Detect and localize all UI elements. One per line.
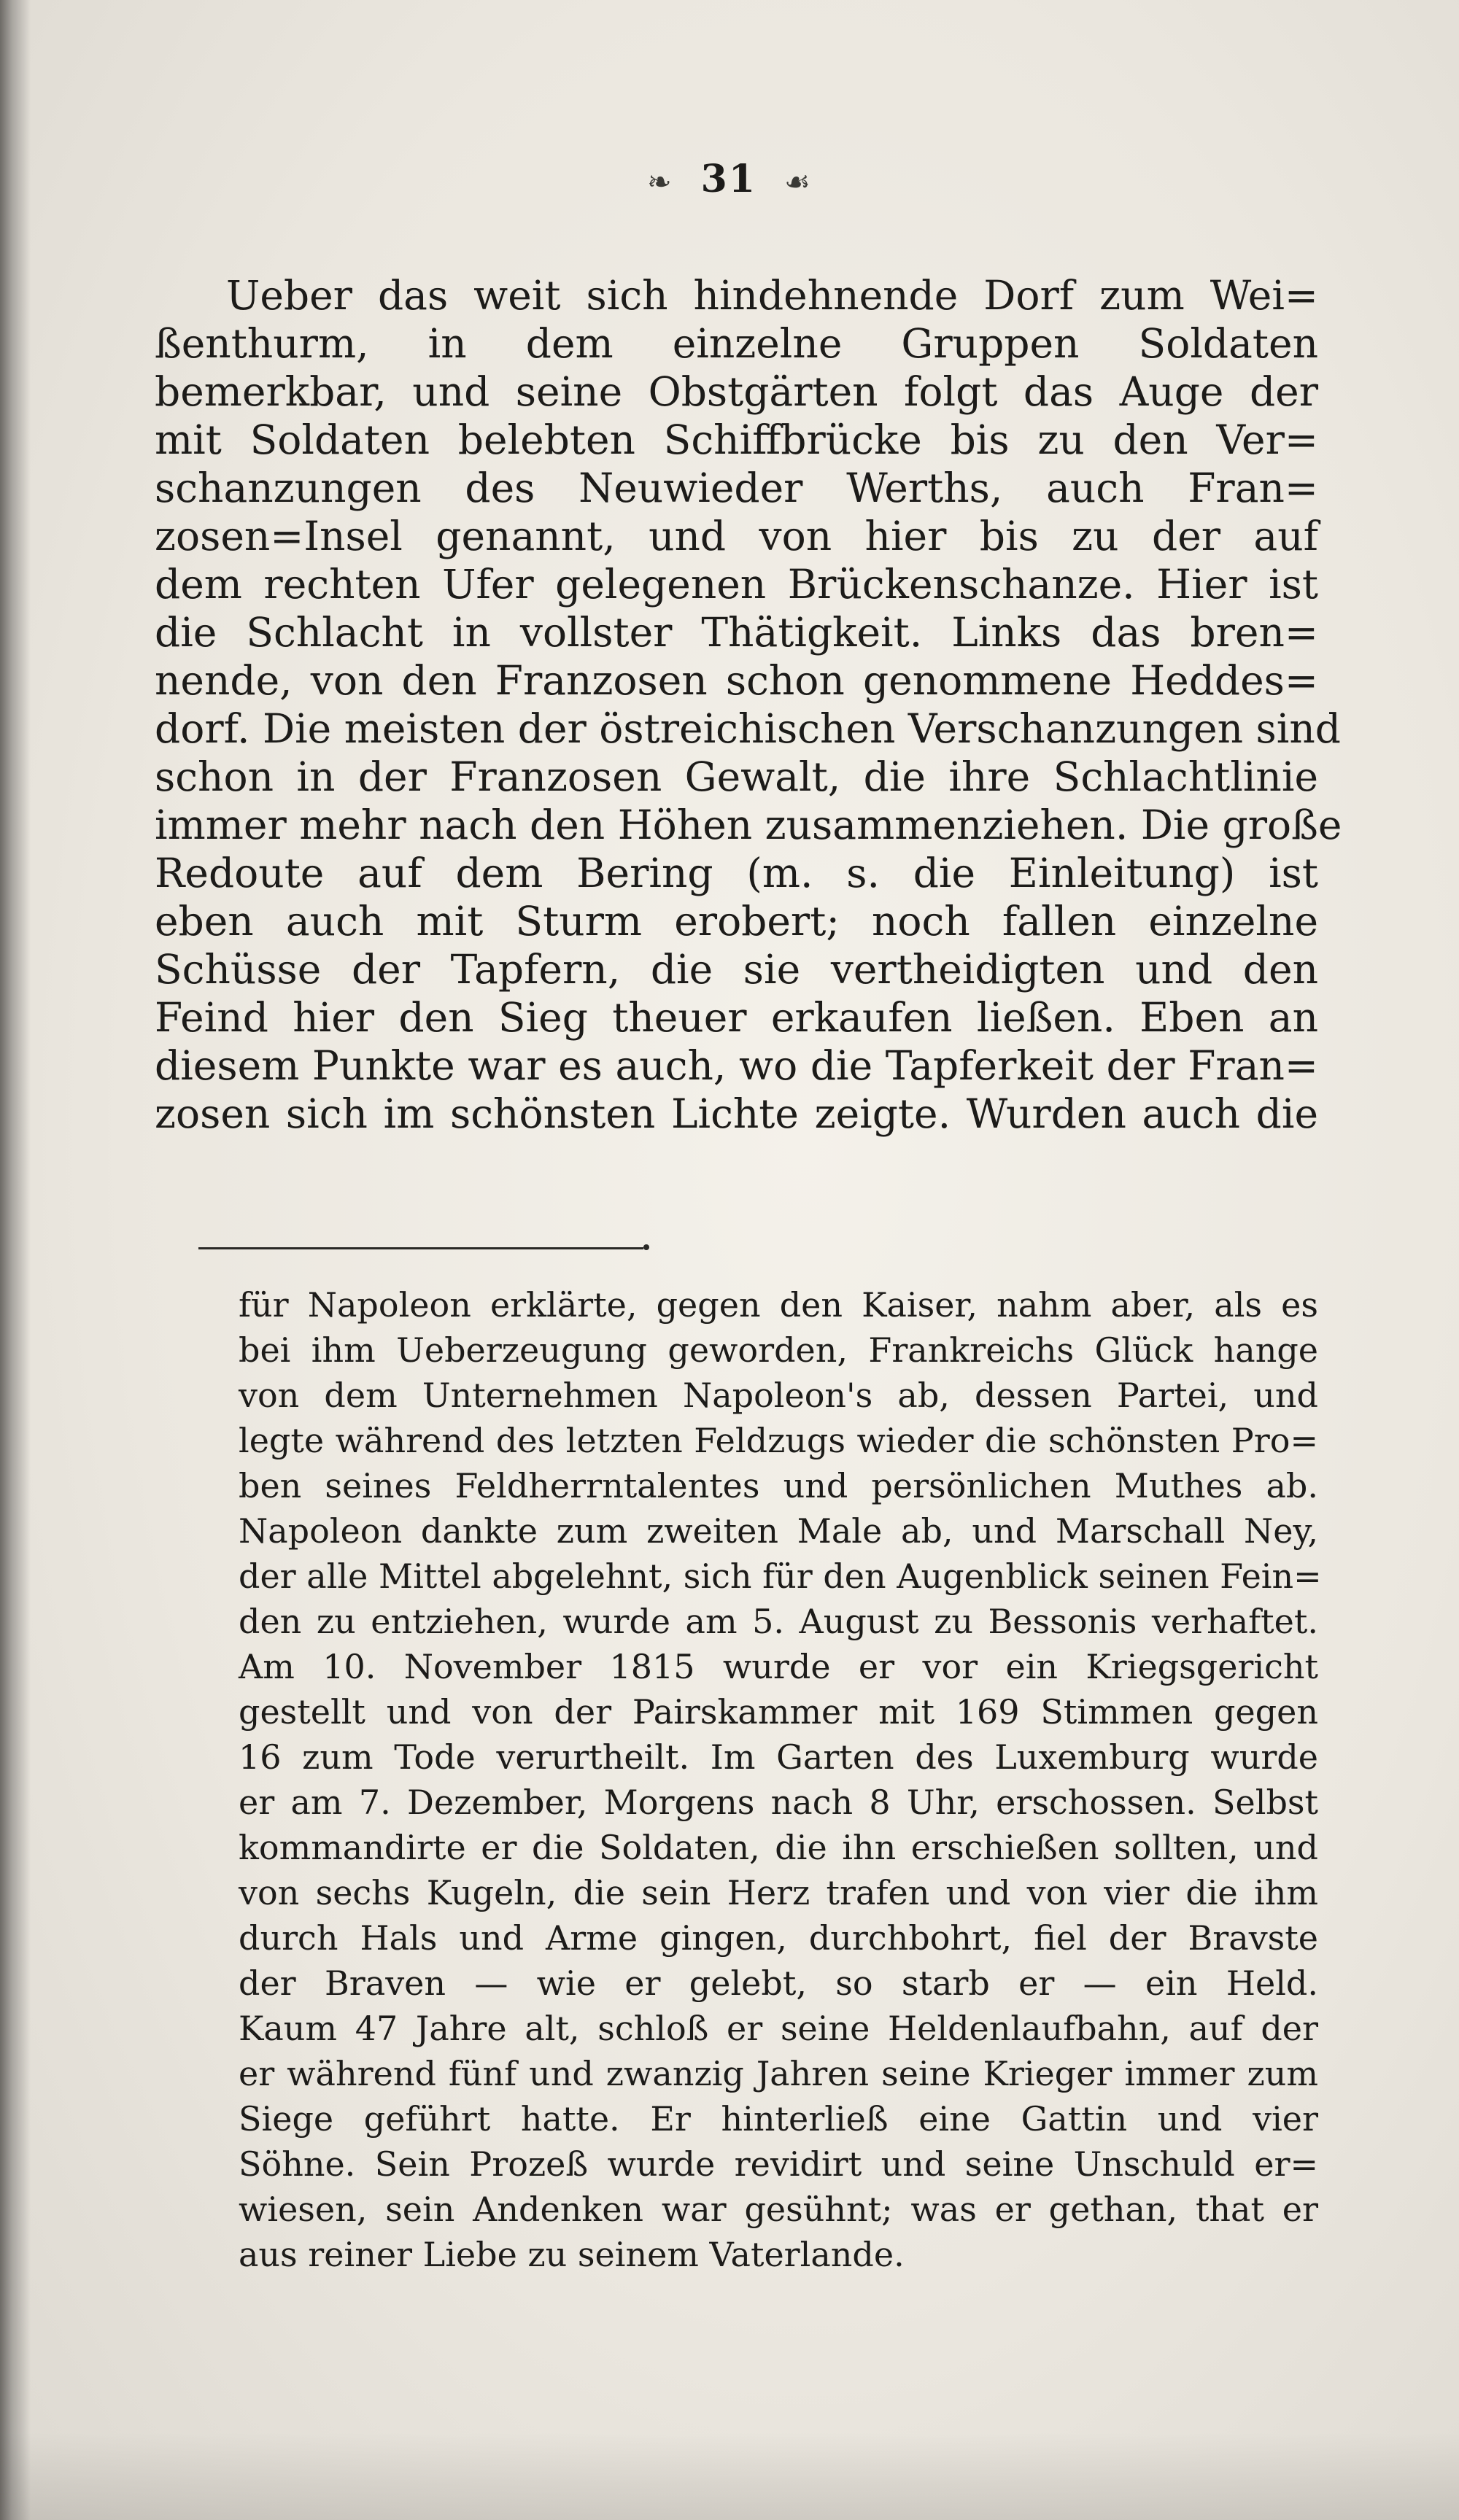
footnote-line: der Braven — wie er gelebt, so starb er — ein Held. xyxy=(239,1963,1318,2003)
footnote-line: aus reiner Liebe zu seinem Vaterlande. xyxy=(239,2235,905,2274)
text-line: schanzungen des Neuwieder Werths, auch Fran= xyxy=(155,465,1318,511)
footnote-line: legte während des letzten Feldzugs wieder die schönsten Pro= xyxy=(239,1421,1318,1460)
footnote-text xyxy=(239,1282,1322,2277)
footnote-separator-dot xyxy=(643,1244,649,1250)
footnote-line: von dem Unternehmen Napoleon's ab, dessen Partei, und xyxy=(239,1376,1318,1415)
page-bottom-shade xyxy=(0,2432,1459,2520)
footnote-line: Söhne. Sein Prozeß wurde revidirt und seine Unschuld er= xyxy=(239,2144,1318,2184)
text-line: zosen sich im schönsten Lichte zeigte. Wurden auch die xyxy=(155,1090,1318,1137)
text-line: Ueber das weit sich hindehnende Dorf zum Wei= xyxy=(226,272,1318,319)
text-line: dem rechten Ufer gelegenen Brückenschanze. Hier ist xyxy=(155,561,1318,608)
footnote-line: 16 zum Tode verurtheilt. Im Garten des Luxemburg wurde xyxy=(239,1737,1318,1777)
footnote-line: Siege geführt hatte. Er hinterließ eine Gattin und vier xyxy=(239,2099,1318,2139)
footnote-line: der alle Mittel abgelehnt, sich für den Augenblick seinen Fein= xyxy=(239,1556,1322,1596)
footnote-line: den zu entziehen, wurde am 5. August zu Bessonis verhaftet. xyxy=(239,1602,1318,1641)
footnote-line: Kaum 47 Jahre alt, schloß er seine Heldenlaufbahn, auf der xyxy=(239,2009,1318,2048)
ornament-left-icon: ❧ xyxy=(647,165,673,199)
footnote-line: Am 10. November 1815 wurde er vor ein Kriegsgericht xyxy=(239,1647,1318,1686)
text-line: diesem Punkte war es auch, wo die Tapferkeit der Fran= xyxy=(155,1042,1318,1089)
text-line: die Schlacht in vollster Thätigkeit. Links das bren= xyxy=(155,609,1318,656)
footnote-line: bei ihm Ueberzeugung geworden, Frankreichs Glück hange xyxy=(239,1330,1318,1370)
footnote-line: von sechs Kugeln, die sein Herz trafen und von vier die ihm xyxy=(239,1873,1318,1912)
binding-gutter-shadow xyxy=(0,0,31,2520)
footnote-line: für Napoleon erklärte, gegen den Kaiser, nahm aber, als es xyxy=(239,1285,1318,1325)
text-line: bemerkbar, und seine Obstgärten folgt das Auge der xyxy=(155,368,1318,415)
main-text xyxy=(155,271,1342,1138)
text-line: Redoute auf dem Bering (m. s. die Einleitung) ist xyxy=(155,850,1318,896)
text-line: schon in der Franzosen Gewalt, die ihre Schlachtlinie xyxy=(155,753,1318,800)
footnote-line: kommandirte er die Soldaten, die ihn erschießen sollten, und xyxy=(239,1828,1318,1867)
ornament-right-icon: ☙ xyxy=(784,165,812,199)
footnote-line: er am 7. Dezember, Morgens nach 8 Uhr, erschossen. Selbst xyxy=(239,1783,1318,1822)
text-line: nende, von den Franzosen schon genommene Heddes= xyxy=(155,657,1318,704)
page-header xyxy=(0,157,1459,201)
text-line: Schüsse der Tapfern, die sie vertheidigten und den xyxy=(155,946,1318,993)
footnote-line: wiesen, sein Andenken war gesühnt; was er gethan, that er xyxy=(239,2190,1318,2229)
footnote-line: gestellt und von der Pairskammer mit 169 Stimmen gegen xyxy=(239,1692,1318,1732)
text-line: ßenthurm, in dem einzelne Gruppen Soldaten xyxy=(155,320,1318,367)
footnote-line: ben seines Feldherrntalentes und persönlichen Muthes ab. xyxy=(239,1466,1318,1505)
page-number: 31 xyxy=(700,157,757,201)
text-line: dorf. Die meisten der östreichischen Verschanzungen sind xyxy=(155,705,1341,752)
footnote-separator-rule xyxy=(198,1247,643,1249)
footnote-line: Napoleon dankte zum zweiten Male ab, und Marschall Ney, xyxy=(239,1511,1318,1551)
text-line: Feind hier den Sieg theuer erkaufen ließen. Eben an xyxy=(155,994,1318,1041)
text-line: eben auch mit Sturm erobert; noch fallen einzelne xyxy=(155,898,1318,945)
text-line: zosen=Insel genannt, und von hier bis zu der auf xyxy=(155,513,1318,559)
footnote-line: er während fünf und zwanzig Jahren seine Krieger immer zum xyxy=(239,2054,1318,2093)
text-line: mit Soldaten belebten Schiffbrücke bis zu den Ver= xyxy=(155,416,1318,463)
text-line: immer mehr nach den Höhen zusammenziehen. Die große xyxy=(155,802,1342,848)
footnote-line: durch Hals und Arme gingen, durchbohrt, fiel der Bravste xyxy=(239,1918,1318,1958)
